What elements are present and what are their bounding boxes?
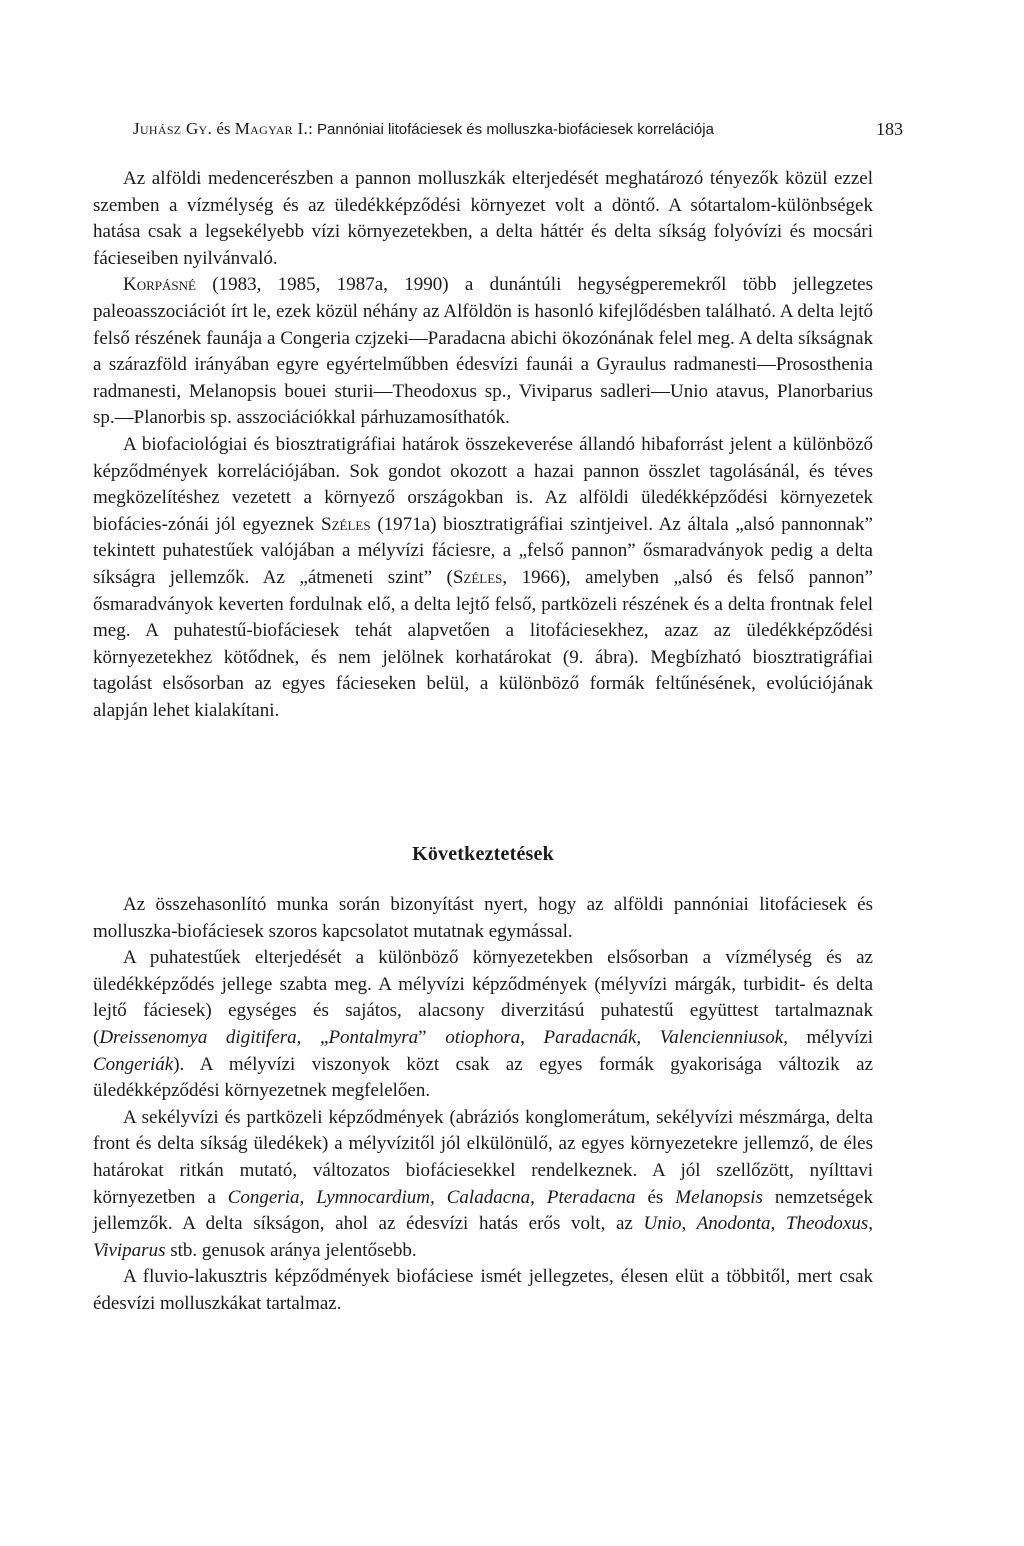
author-name: Széles [321, 513, 371, 535]
paragraph-text: , „ [296, 1026, 329, 1048]
taxon-name: Unio, Anodonta, Theodoxus, Viviparus [93, 1213, 873, 1261]
taxon-name: Congeriák [93, 1053, 174, 1075]
header-separator: : [308, 119, 313, 138]
paragraph-text: ” [418, 1026, 446, 1048]
paragraph: Az alföldi medencerészben a pannon molluszkák elterjedését meghatározó tényezők közül ezzel szemben a vízmélység és az üledékképződési környezet volt a döntő. A sótartalom-különbségek hatása csak a legsekélyebb vízi környezetekben, a delta háttér és delta síkság folyóvízi és mocsári fácieseiben nyilvánvaló. [93, 168, 873, 269]
paragraph-text: A sekélyvízi és partközeli képződmények (abráziós konglomerátum, sekélyvízi mészmárga, delta front és delta síkság üledékek) a mélyvízitől jól elkülönülő, az egyes környezetekre jellemző, de éles határokat ritkán mutató, változatos biofáciesekkel rendelkeznek. A jól szellőzött, nyílttavi környezetben a [93, 1106, 873, 1208]
running-header [133, 118, 903, 141]
paragraph [93, 1105, 873, 1265]
taxon-name: Congeria, Lymnocardium, Caladacna, Pteradacna [227, 1186, 636, 1208]
paragraph-text: stb. genusok aránya jelentősebb. [165, 1239, 417, 1261]
author-name: Széles [452, 566, 503, 588]
taxon-name: Melanopsis [675, 1186, 763, 1208]
header-conjunction: és [216, 119, 231, 138]
paragraph-text: A biofaciológiai és biosztratigráfiai határok összekeverése állandó hibaforrást jelent a különböző képződmények korrelációjában. Sok gondot okozott a hazai pannon összlet tagolásánál, és téves megközelítéshez vezetett a környező országokban is. Az alföldi üledékképződési környezetek biofácies-zónái jól egyeznek [93, 433, 873, 535]
taxon-name: Dreissenomya digitifera [99, 1026, 297, 1048]
paragraph [93, 272, 873, 432]
paragraph-text: és [635, 1186, 676, 1208]
paragraph [93, 432, 873, 725]
paragraph-text: ). A mélyvízi viszonyok közt csak az egyes formák gyakorisága változik az üledékképződési környezetnek megfelelően. [93, 1053, 873, 1102]
body-text [93, 166, 873, 724]
page-number: 183 [876, 119, 903, 139]
conclusions-text [93, 892, 873, 1318]
header-running-title: Pannóniai litofáciesek és molluszka-biofáciesek korrelációja [317, 121, 714, 138]
header-author-2: Magyar I. [234, 119, 309, 138]
paragraph: Az összehasonlító munka során bizonyítást nyert, hogy az alföldi pannóniai litofáciesek és molluszka-biofáciesek szoros kapcsolatot mutatnak egymással. [93, 894, 873, 942]
taxon-name: otiophora, Paradacnák, Valencienniusok [445, 1026, 784, 1048]
paragraph-text: (1971a) biosztratigráfiai szintjeivel. Az általa „alsó pannonnak” tekintett puhatestűek valójában a mélyvízi fáciesre, a „felső pannon” ősmaradványok pedig a delta síkságra jellemzők. Az „átmeneti szint” ( [93, 513, 873, 588]
paragraph-text: , 1966), amelyben „alsó és felső pannon” ősmaradványok keverten fordulnak elő, a delta lejtő felső, partközeli részének és a delta frontnak felel meg. A puhatestű-biofáciesek tehát alapvetően a litofáciesekhez, azaz az üledékképződési környezetekhez kötődnek, és nem jelölnek korhatárokat (9. ábra). Megbízható biosztratigráfiai tagolást elsősorban az egyes fácieseken belül, a különböző formák feltűnésének, evolúciójának alapján lehet kialakítani. [93, 566, 873, 721]
paragraph: A fluvio-lakusztris képződmények biofáciese ismét jellegzetes, élesen elüt a többitől, mert csak édesvízi molluszkákat tartalmaz. [93, 1266, 873, 1314]
author-name: Korpásné [123, 274, 196, 296]
section-heading: Következtetések [412, 843, 554, 865]
header-author-1: Juhász Gy. [133, 119, 213, 138]
paragraph-text: (1983, 1985, 1987a, 1990) a dunántúli hegységperemekről több jellegzetes paleoasszociációt írt le, ezek közül néhány az Alföldön is hasonló kifejlődésben található. A delta lejtő felső részének faunája a Congeria czjzeki—Paradacna abichi ökozónának felel meg. A delta síkságnak a szárazföld irányában egyre egyértelműbben édesvízi faunái a Gyraulus radmanesti—Prososthenia radmanesti, Melanopsis bouei sturii—Theodoxus sp., Viviparus sadleri—Unio atavus, Planorbarius sp.—Planorbis sp. asszociációkkal párhuzamosíthatók. [93, 274, 873, 429]
paragraph [93, 945, 873, 1105]
paragraph-text: , mélyvízi [783, 1026, 874, 1048]
taxon-name: Pontalmyra [328, 1026, 419, 1048]
paragraph-text: nemzetségek jellemzők. A delta síkságon, ahol az édesvízi hatás erős volt, az [93, 1186, 873, 1235]
paragraph-text: A puhatestűek elterjedését a különböző környezetekben elsősorban a vízmélység és az üledékképződés jellege szabta meg. A mélyvízi képződmények (mélyvízi márgák, turbidit- és delta lejtő fáciesek) egységes és sajátos, alacsony diverzitású puhatestű együttest tartalmaznak ( [93, 947, 873, 1048]
